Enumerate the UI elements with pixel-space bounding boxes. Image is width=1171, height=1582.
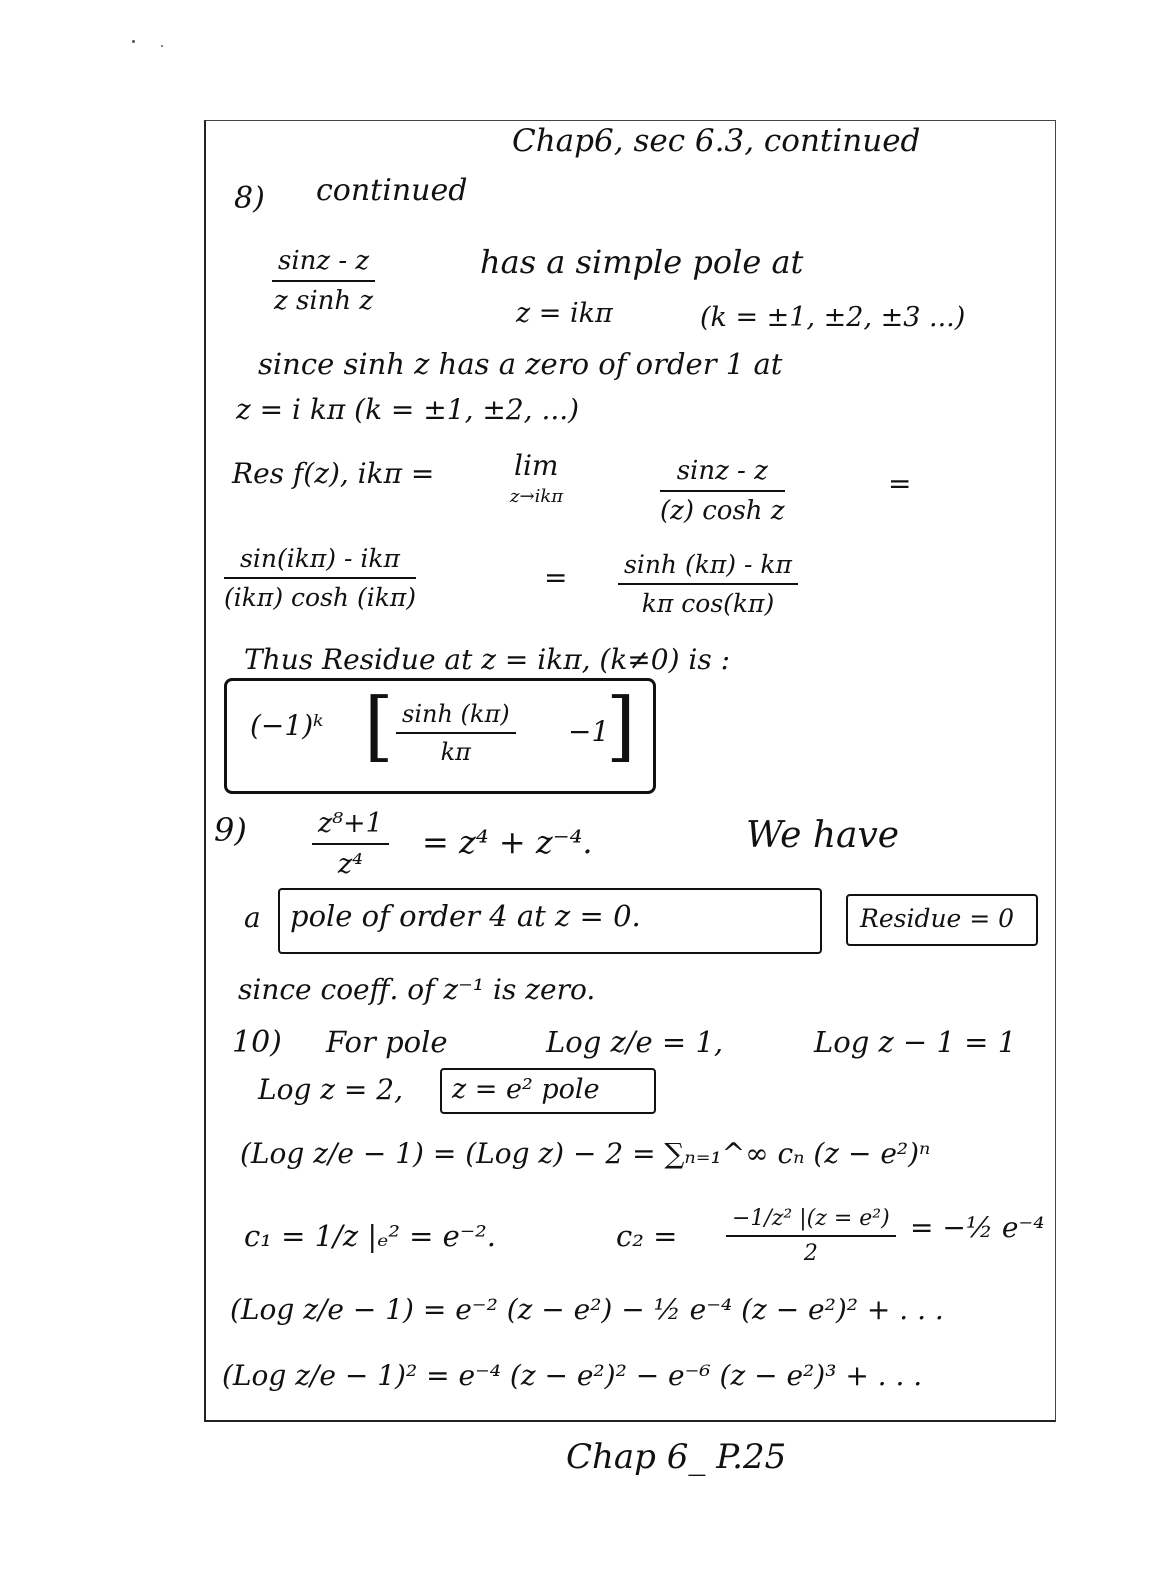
thus-residue-line: Thus Residue at z = ikπ, (k≠0) is : — [244, 643, 731, 676]
residue-zero-text: Residue = 0 — [860, 904, 1015, 933]
series-expansion-line: (Log z/e − 1) = (Log z) − 2 = ∑ₙ₌₁^∞ cₙ (z − e²)ⁿ — [240, 1137, 931, 1170]
article-a: a — [244, 901, 261, 934]
fraction-numerator: sinz - z — [272, 246, 375, 282]
evaluated-denominator-1: (ikπ) cosh (ikπ) — [224, 583, 417, 612]
pole-location: z = ikπ — [516, 298, 613, 329]
c2-denominator: 2 — [803, 1241, 818, 1266]
scan-speck — [161, 45, 163, 47]
boxed-denominator: kπ — [440, 738, 471, 766]
residue-fraction — [660, 456, 785, 526]
boxed-right-bracket: ] — [606, 681, 636, 770]
log-equation-3: Log z = 2, — [258, 1073, 404, 1106]
log-expansion-1: (Log z/e − 1) = e⁻² (z − e²) − ½ e⁻⁴ (z − e²)² + . . . — [230, 1293, 944, 1326]
evaluated-numerator-2: sinh (kπ) - kπ — [618, 550, 798, 585]
c2-label: c₂ = — [616, 1219, 678, 1253]
c2-fraction — [726, 1206, 896, 1266]
page-title: Chap6, sec 6.3, continued — [512, 123, 921, 159]
c2-numerator: −1/z² |(z = e²) — [726, 1206, 896, 1237]
residue-numerator: sinz - z — [660, 456, 785, 492]
boxed-prefix: (−1)ᵏ — [250, 709, 324, 742]
problem-9-label: 9) — [214, 811, 247, 849]
evaluated-numerator-1: sin(ikπ) - ikπ — [224, 544, 416, 579]
boxed-fraction — [396, 700, 516, 766]
z-ikpi-line: z = i kπ (k = ±1, ±2, ...) — [236, 393, 580, 426]
pole-e2-text: z = e² pole — [452, 1074, 600, 1105]
scan-speck — [132, 40, 135, 43]
fraction-numerator: z⁸+1 — [312, 808, 389, 845]
k-values: (k = ±1, ±2, ±3 ...) — [700, 302, 966, 333]
problem-8-continued: continued — [316, 173, 468, 208]
residue-lhs: Res f(z), ikπ = — [232, 457, 435, 490]
log-equation-1: Log z/e = 1, — [546, 1025, 724, 1059]
limit-symbol: lim — [514, 449, 559, 482]
log-expansion-2: (Log z/e − 1)² = e⁻⁴ (z − e²)² − e⁻⁶ (z − e²)³ + . . . — [222, 1359, 923, 1392]
evaluated-denominator-2: kπ cos(kπ) — [641, 589, 775, 618]
has-simple-pole-text: has a simple pole at — [480, 243, 804, 281]
since-coeff-line: since coeff. of z⁻¹ is zero. — [238, 973, 596, 1006]
boxed-suffix: −1 — [568, 715, 610, 748]
evaluated-equals: = — [544, 561, 568, 594]
boxed-left-bracket: [ — [364, 681, 394, 770]
since-sinh-line: since sinh z has a zero of order 1 at — [258, 347, 783, 381]
residue-denominator: (z) cosh z — [660, 496, 785, 526]
problem-10-label: 10) — [232, 1025, 282, 1060]
fraction-z8-plus-1-over-z4 — [312, 808, 389, 880]
c1-coefficient: c₁ = 1/z |ₑ² = e⁻². — [244, 1219, 496, 1253]
log-equation-2: Log z − 1 = 1 — [814, 1025, 1017, 1059]
fraction-sinz-over-zsinhz — [272, 246, 375, 316]
residue-equals: = — [888, 467, 912, 500]
fraction-denominator: z sinh z — [274, 286, 374, 316]
fraction-denominator: z⁴ — [337, 849, 363, 880]
limit-subscript: z→ikπ — [510, 486, 564, 507]
page-footer: Chap 6_ P.25 — [566, 1437, 787, 1477]
boxed-numerator: sinh (kπ) — [396, 700, 516, 734]
evaluated-fraction-2 — [618, 550, 798, 618]
pole-order-text: pole of order 4 at z = 0. — [290, 899, 641, 933]
evaluated-fraction-1 — [224, 544, 416, 612]
we-have-text: We have — [746, 815, 900, 856]
for-pole-text: For pole — [326, 1025, 448, 1059]
problem-8-label: 8) — [234, 181, 265, 216]
c2-result: = −½ e⁻⁴ — [910, 1211, 1045, 1244]
equation-rest: = z⁴ + z⁻⁴. — [422, 823, 593, 861]
